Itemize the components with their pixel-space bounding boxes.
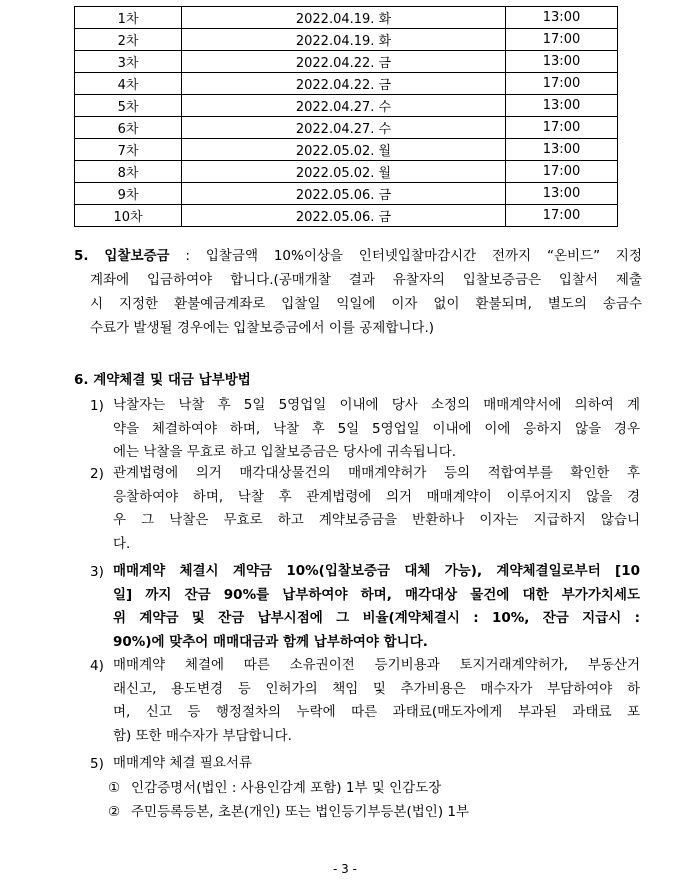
schedule-date: 2022.05.02. 월 <box>182 139 506 161</box>
section-5-line-4: 수료가 발생될 경우에는 입찰보증금에서 이를 공제합니다.) <box>90 320 434 336</box>
schedule-date: 2022.04.22. 금 <box>182 51 506 73</box>
item-number: 5) <box>90 756 104 772</box>
schedule-time: 17:00 <box>506 161 618 183</box>
schedule-row <box>75 29 618 51</box>
schedule-row <box>75 183 618 205</box>
schedule-date: 2022.04.27. 수 <box>182 117 506 139</box>
section-5-line-3: 시 지정한 환불예금계좌로 입찰일 익일에 이자 없이 환불되며, 별도의 송금수 <box>90 296 642 312</box>
item-number: 2) <box>90 466 104 482</box>
required-document-text: 주민등록등본, 초본(개인) 또는 법인등기부등본(법인) 1부 <box>131 804 470 820</box>
item-line: 매매계약 체결시 계약금 10%(입찰보증금 대체 가능), 계약체결일로부터 [10 <box>113 563 640 579</box>
section-6-item-3 <box>90 560 640 656</box>
schedule-date: 2022.04.22. 금 <box>182 73 506 95</box>
item-line: 다. <box>113 535 131 552</box>
bidding-schedule-table <box>74 6 618 227</box>
schedule-row <box>75 117 618 139</box>
schedule-time: 13:00 <box>506 183 618 205</box>
schedule-time: 17:00 <box>506 205 618 227</box>
item-line: 약을 체결하여야 하며, 낙찰 후 5일 5영업일 이내에 이에 응하지 않을 경우 <box>113 420 640 437</box>
schedule-time: 17:00 <box>506 117 618 139</box>
item-number: 4) <box>90 658 104 674</box>
circled-number: ① <box>108 780 121 796</box>
schedule-round: 6차 <box>75 117 182 139</box>
schedule-round: 4차 <box>75 73 182 95</box>
required-document-2 <box>108 800 469 824</box>
item-line: 위 계약금 및 잔금 납부시점에 그 비율(계약체결시 : 10%, 잔금 지급시 : <box>113 610 640 626</box>
schedule-round: 7차 <box>75 139 182 161</box>
circled-number: ② <box>108 804 121 820</box>
schedule-date: 2022.04.19. 화 <box>182 7 506 29</box>
schedule-time: 13:00 <box>506 7 618 29</box>
schedule-round: 2차 <box>75 29 182 51</box>
schedule-row <box>75 95 618 117</box>
section-5-line-1 <box>74 244 642 268</box>
schedule-date: 2022.05.06. 금 <box>182 205 506 227</box>
schedule-time: 13:00 <box>506 51 618 73</box>
schedule-round: 9차 <box>75 183 182 205</box>
item-line: 낙찰자는 낙찰 후 5일 5영업일 이내에 당사 소정의 매매계약서에 의하여 계 <box>113 397 640 413</box>
section-5-title: 입찰보증금 <box>104 248 170 264</box>
item-line: 매매계약 체결에 따른 소유권이전 등기비용과 토지거래계약허가, 부동산거 <box>113 657 640 673</box>
schedule-row <box>75 161 618 183</box>
schedule-time: 13:00 <box>506 95 618 117</box>
page-number: - 3 - <box>333 862 357 876</box>
section-5-text: : 입찰금액 10%이상을 인터넷입찰마감시간 전까지 “온비드” 지정 <box>169 248 642 264</box>
schedule-round: 10차 <box>75 205 182 227</box>
schedule-date: 2022.04.19. 화 <box>182 29 506 51</box>
section-6-item-5 <box>90 752 640 776</box>
item-line: 일] 까지 잔금 90%를 납부하여야 하며, 매각대상 물건에 대한 부가가치세도 <box>113 586 640 603</box>
schedule-row <box>75 51 618 73</box>
item-line: 90%)에 맞추어 매매대금과 함께 납부하여야 합니다. <box>113 633 428 650</box>
schedule-round: 5차 <box>75 95 182 117</box>
schedule-time: 17:00 <box>506 29 618 51</box>
section-6-title: 6. 계약체결 및 대금 납부방법 <box>74 372 251 388</box>
schedule-row <box>75 205 618 227</box>
item-line: 관계법령에 의거 매각대상물건의 매매계약허가 등의 적합여부를 확인한 후 <box>113 465 640 481</box>
section-6-item-4 <box>90 654 640 750</box>
schedule-time: 17:00 <box>506 73 618 95</box>
schedule-round: 1차 <box>75 7 182 29</box>
section-6-item-2 <box>90 462 640 558</box>
schedule-time: 13:00 <box>506 139 618 161</box>
schedule-date: 2022.05.06. 금 <box>182 183 506 205</box>
section-5 <box>74 244 642 268</box>
item-line: 래신고, 용도변경 등 인허가의 책임 및 추가비용은 매수자가 부담하여야 하 <box>113 680 640 697</box>
item-number: 1) <box>90 398 104 414</box>
section-5-body <box>90 268 642 340</box>
required-document-text: 인감증명서(법인 : 사용인감계 포함) 1부 및 인감도장 <box>131 780 442 796</box>
required-document-1 <box>108 776 441 800</box>
section-6-item-1 <box>90 394 640 466</box>
item-line: 며, 신고 등 행정절차의 누락에 따른 과태료(매도자에게 부과된 과태료 포 <box>113 704 640 720</box>
schedule-date: 2022.05.02. 월 <box>182 161 506 183</box>
section-5-number: 5. <box>74 248 89 264</box>
schedule-round: 8차 <box>75 161 182 183</box>
item-line: 매매계약 체결 필요서류 <box>113 755 252 771</box>
item-line: 함) 또한 매수자가 부담합니다. <box>113 727 292 744</box>
item-number: 3) <box>90 564 104 580</box>
item-line: 응찰하여야 하며, 낙찰 후 관계법령에 의거 매매계약이 이루어지지 않을 경 <box>113 488 640 505</box>
schedule-round: 3차 <box>75 51 182 73</box>
schedule-row <box>75 139 618 161</box>
schedule-row <box>75 73 618 95</box>
section-5-line-2: 계좌에 입금하여야 합니다.(공매개찰 결과 유찰자의 입찰보증금은 입찰서 제출 <box>90 272 642 288</box>
schedule-date: 2022.04.27. 수 <box>182 95 506 117</box>
schedule-row <box>75 7 618 29</box>
item-line: 에는 낙찰을 무효로 하고 입찰보증금은 당사에 귀속됩니다. <box>113 444 457 460</box>
item-line: 우 그 낙찰은 무효로 하고 계약보증금을 반환하나 이자는 지급하지 않습니 <box>113 512 640 528</box>
